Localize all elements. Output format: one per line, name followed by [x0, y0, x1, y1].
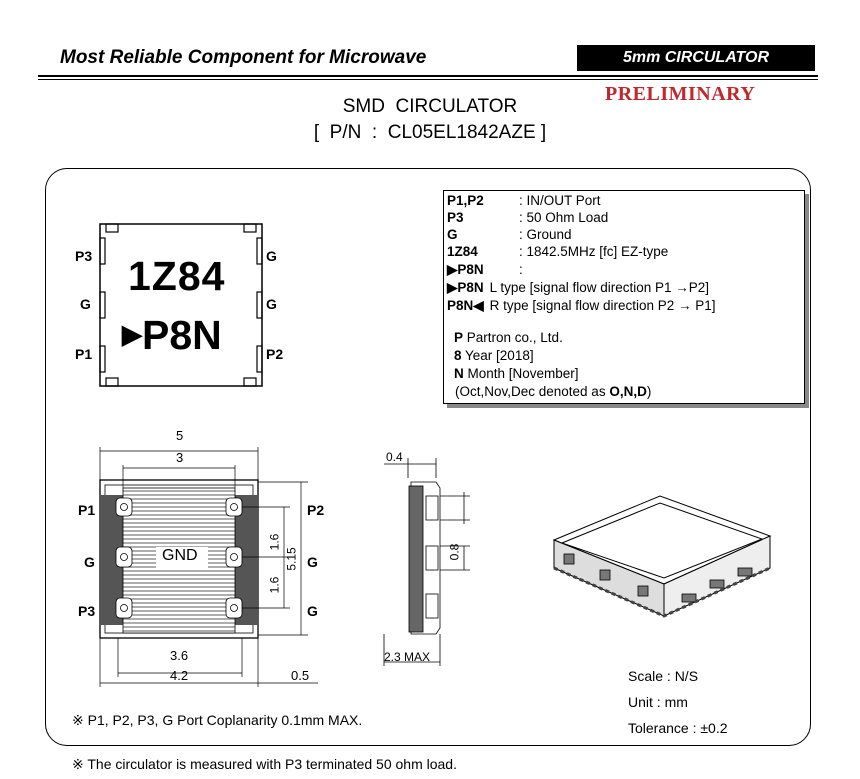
dim-pad-length: 0.4 [386, 450, 403, 464]
coplanarity-note: ※ P1, P2, P3, G Port Coplanarity 0.1mm MAX. [72, 712, 363, 728]
direction-arrow-icon: ▶ [122, 319, 142, 349]
part-number: [ P/N : CL05EL1842AZE ] [313, 122, 547, 143]
side-view-drawing [378, 448, 478, 673]
top-view-pin-g-right-bottom: G [307, 603, 318, 619]
code-letter: N [454, 366, 464, 381]
product-badge: 5mm CIRCULATOR [577, 45, 815, 71]
code-text: Month [November] [463, 366, 579, 381]
legend-key: P3 [447, 210, 464, 225]
top-view-pin-g-left: G [84, 554, 95, 570]
legend-row [447, 297, 716, 314]
code-note-suffix: ) [646, 384, 652, 399]
marking-code-line1: 1Z84 [128, 253, 226, 299]
marking-pin-right-top: G [266, 248, 277, 264]
top-view-pin-g-right: G [307, 554, 318, 570]
dim-pitch-lower: 1.6 [267, 576, 282, 594]
header-divider [38, 75, 818, 77]
marking-code-line2 [122, 312, 222, 359]
marking-pin-right-bottom: P2 [266, 346, 284, 362]
legend-key: G [447, 227, 458, 242]
legend-key: ▶P8N [447, 280, 484, 295]
marking-pin-left-top: P3 [75, 248, 93, 264]
code-row [454, 329, 563, 346]
gnd-label: GND [162, 547, 198, 564]
top-view-pin-p2: P2 [307, 502, 325, 518]
legend-key: ▶P8N [447, 262, 484, 277]
dim-max-thickness: 2.3 MAX [384, 650, 431, 664]
legend-row [447, 261, 523, 278]
legend-value: : 1842.5MHz [fc] EZ-type [519, 244, 669, 259]
marking-code-text: P8N [142, 312, 222, 358]
marking-pin-left-bottom: P1 [75, 346, 93, 362]
code-row [454, 365, 579, 382]
marking-pin-left-mid: G [80, 296, 91, 312]
code-text: Partron co., Ltd. [463, 330, 563, 345]
top-view-pin-p1: P1 [78, 502, 96, 518]
code-letter: 8 [454, 348, 462, 363]
code-note-prefix: (Oct,Nov,Dec denoted as [455, 384, 610, 399]
document-title: SMD CIRCULATOR [342, 96, 518, 117]
dim-outer-width: 4.2 [170, 668, 189, 683]
header-title: Most Reliable Component for Microwave [60, 47, 427, 68]
dim-gnd-width: 3 [176, 450, 184, 465]
dim-overall-width: 5 [176, 428, 184, 443]
measurement-note: ※ The circulator is measured with P3 terminated 50 ohm load. [72, 756, 457, 772]
legend-row [447, 192, 601, 209]
unit-spec: Unit : mm [628, 694, 688, 710]
marking-pin-right-mid: G [266, 296, 277, 312]
legend-value: : Ground [519, 227, 572, 242]
dim-inner-width: 3.6 [170, 648, 189, 663]
legend-value: R type [signal flow direction P2 → P1] [489, 298, 716, 313]
header-divider-thin [38, 79, 818, 80]
legend-key: 1Z84 [447, 244, 478, 259]
legend-row [447, 279, 709, 296]
dim-pad-offset: 0.5 [291, 668, 310, 683]
legend-row [447, 243, 668, 260]
dim-height: 5.15 [284, 547, 299, 571]
code-row [454, 347, 534, 364]
legend-key: P8N◀ [447, 298, 484, 313]
legend-value: : IN/OUT Port [519, 193, 601, 208]
code-letter: P [454, 330, 464, 345]
dim-pad-height: 0.8 [447, 543, 462, 561]
preliminary-stamp: PRELIMINARY [605, 83, 756, 105]
code-note-letters: O,N,D [609, 384, 647, 399]
dim-pitch-upper: 1.6 [267, 533, 282, 551]
code-text: Year [2018] [461, 348, 534, 363]
marking-outline [95, 218, 270, 393]
top-view-pin-p3: P3 [78, 603, 96, 619]
legend-row [447, 226, 572, 243]
legend-value: L type [signal flow direction P1 →P2] [489, 280, 710, 295]
code-note [455, 383, 651, 400]
legend-row [447, 209, 608, 226]
legend-value: : [519, 262, 523, 277]
scale-spec: Scale : N/S [628, 668, 699, 684]
isometric-view-drawing [540, 488, 780, 638]
legend-box [443, 190, 805, 404]
legend-key: P1,P2 [447, 193, 484, 208]
tolerance-spec: Tolerance : ±0.2 [628, 720, 728, 736]
legend-value: : 50 Ohm Load [519, 210, 609, 225]
